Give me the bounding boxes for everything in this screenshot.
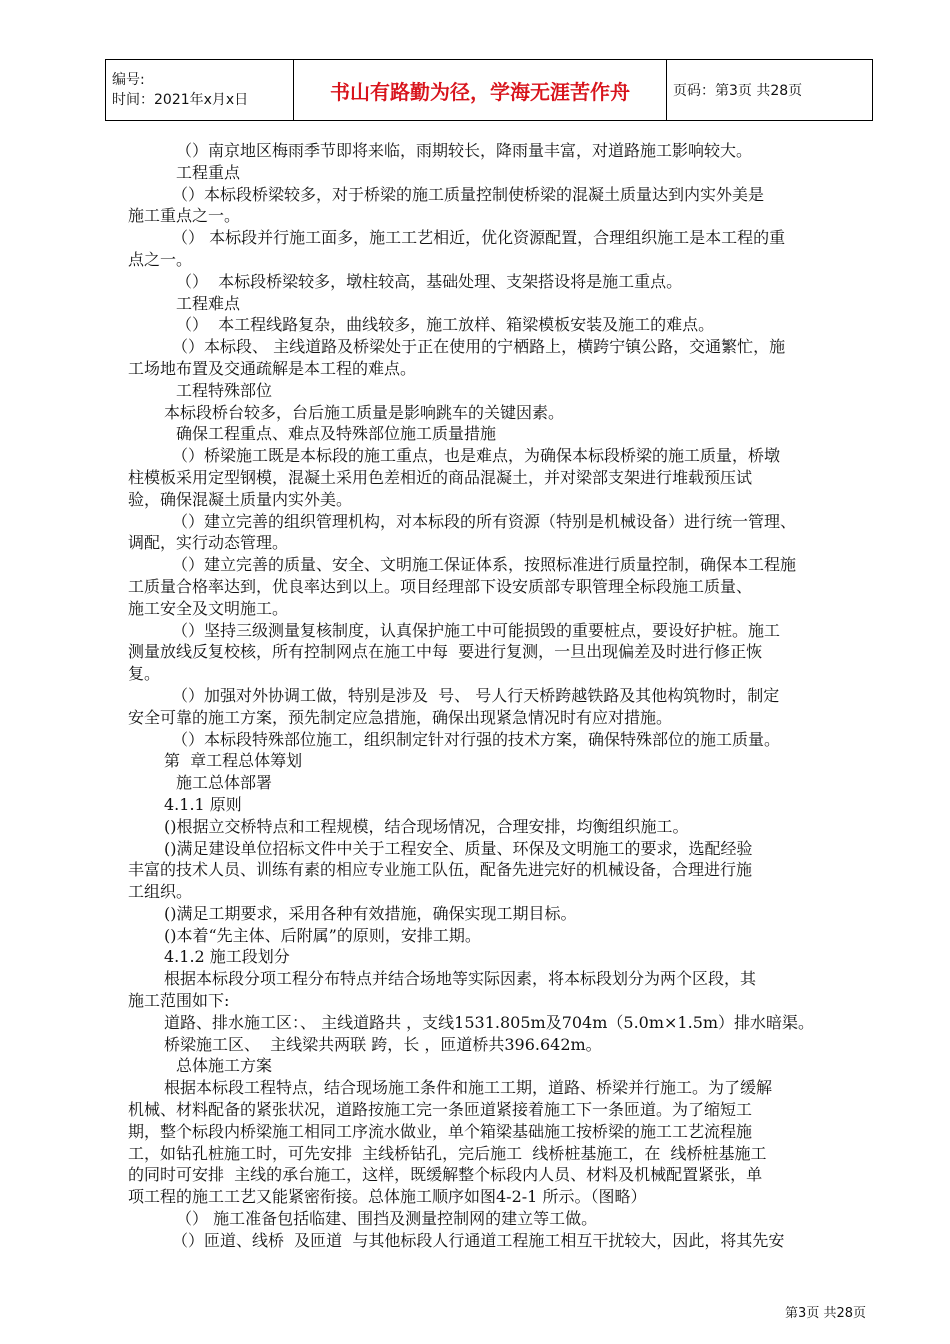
paragraph — [148, 816, 873, 838]
text-line: （）匝道、线桥 及匝道 与其他标段人行通道工程施工相互干扰较大，因此，将其先安 — [172, 1230, 785, 1250]
text-line: 的同时可安排 主线的承台施工，这样，既缓解整个标段内人员、材料及机械配置紧张，单 — [128, 1165, 763, 1185]
text-line: 机械、材料配备的紧张状况，道路按施工完一条匝道紧接着施工下一条匝道。为了缩短工 — [128, 1100, 753, 1120]
paragraph — [128, 1077, 873, 1208]
text-line: 施工总体部署 — [176, 773, 273, 793]
text-line: 丰富的技术人员、训练有素的相应专业施工队伍，配备先进完好的机械设备，合理进行施 — [128, 860, 753, 880]
paragraph — [148, 750, 873, 772]
paragraph — [148, 140, 873, 162]
paragraph — [148, 1055, 873, 1077]
text-line: 根据本标段工程特点，结合现场施工条件和施工工期，道路、桥梁并行施工。为了缓解 — [164, 1078, 773, 1098]
header-meta-cell — [106, 60, 294, 121]
text-line: （） 施工准备包括临建、围挡及测量控制网的建立等工做。 — [176, 1209, 598, 1229]
text-line: 项工程的施工工艺又能紧密衔接。总体施工顺序如图4-2-1 所示。（图略） — [128, 1187, 647, 1207]
text-line: 工质量合格率达到，优良率达到以上。项目经理部下设安质部专职管理全标段施工质量、 — [128, 576, 753, 596]
header-page-label: 页码：第3页 共28页 — [667, 60, 873, 121]
text-line: （）建立完善的组织管理机构，对本标段的所有资源（特别是机械设备）进行统一管理、 — [172, 511, 797, 531]
text-line: （）建立完善的质量、安全、文明施工保证体系，按照标准进行质量控制，确保本工程施 — [172, 555, 797, 575]
text-line: （）桥梁施工既是本标段的施工重点，也是难点，为确保本标段桥梁的施工质量，桥墩 — [172, 446, 781, 466]
text-line: 工场地布置及交通疏解是本工程的难点。 — [128, 358, 417, 378]
document-time-label: 时间：2021年x月x日 — [112, 92, 249, 108]
text-line: （）坚持三级测量复核制度，认真保护施工中可能损毁的重要桩点，要设好护桩。施工 — [172, 620, 781, 640]
page-header — [105, 59, 873, 121]
text-line: （） 本标段桥梁较多，墩柱较高，基础处理、支架搭设将是施工重点。 — [176, 271, 683, 291]
text-line: 施工范围如下: — [128, 991, 230, 1011]
header-motto: 书山有路勤为径，学海无涯苦作舟 — [294, 60, 667, 121]
paragraph — [128, 620, 873, 685]
text-line: 验，确保混凝土质量内实外美。 — [128, 489, 353, 509]
text-line: 点之一。 — [128, 249, 193, 269]
text-line: 调配，实行动态管理。 — [128, 533, 289, 553]
paragraph — [148, 293, 873, 315]
text-line: （）本标段桥梁较多，对于桥梁的施工质量控制使桥梁的混凝土质量达到内实外美是 — [172, 184, 765, 204]
paragraph — [128, 184, 873, 228]
paragraph — [128, 445, 873, 510]
text-line: 第 章工程总体筹划 — [164, 751, 303, 771]
text-line: 复。 — [128, 664, 161, 684]
paragraph — [148, 794, 873, 816]
text-line: 施工重点之一。 — [128, 206, 241, 226]
paragraph — [148, 729, 873, 751]
text-line: （）加强对外协调工做，特别是涉及 号、 号人行天桥跨越铁路及其他构筑物时，制定 — [172, 685, 780, 705]
paragraph — [148, 423, 873, 445]
text-line: 期，整个标段内桥梁施工相同工序流水做业，单个箱梁基础施工按桥梁的施工工艺流程施 — [128, 1121, 753, 1141]
text-line: 道路、排水施工区：、 主线道路共 ，支线1531.805m及704m（5.0m×1.5m）排水暗渠。 — [164, 1012, 815, 1032]
text-line: ()满足工期要求，采用各种有效措施，确保实现工期目标。 — [164, 903, 577, 923]
text-line: ()满足建设单位招标文件中关于工程安全、质量、环保及文明施工的要求，选配经验 — [164, 838, 753, 858]
paragraph — [128, 554, 873, 619]
paragraph — [148, 1012, 873, 1034]
text-line: 本标段桥台较多，台后施工质量是影响跳车的关键因素。 — [164, 402, 565, 422]
text-line: 工组织。 — [128, 882, 193, 902]
paragraph — [128, 336, 873, 380]
text-line: 确保工程重点、难点及特殊部位施工质量措施 — [176, 424, 497, 444]
paragraph — [128, 968, 873, 1012]
text-line: 根据本标段分项工程分布特点并结合场地等实际因素，将本标段划分为两个区段，其 — [164, 969, 757, 989]
text-line: （）本标段、 主线道路及桥梁处于正在使用的宁栖路上，横跨宁镇公路，交通繁忙，施 — [172, 337, 786, 357]
paragraph — [148, 271, 873, 293]
text-line: 测量放线反复校核，所有控制网点在施工中每 要进行复测，一旦出现偏差及时进行修正恢 — [128, 642, 763, 662]
paragraph — [148, 162, 873, 184]
paragraph — [128, 685, 873, 729]
text-line: ()本着“先主体、后附属”的原则，安排工期。 — [164, 925, 481, 945]
text-line: 4.1.1 原则 — [164, 794, 242, 814]
paragraph — [128, 227, 873, 271]
page-footer: 第3页 共28页 — [785, 1306, 866, 1321]
text-line: （）本标段特殊部位施工，组织制定针对行强的技术方案，确保特殊部位的施工质量。 — [172, 729, 781, 749]
document-number-label: 编号: — [112, 72, 145, 88]
text-line: 工程特殊部位 — [176, 380, 273, 400]
text-line: （） 本标段并行施工面多，施工工艺相近，优化资源配置，合理组织施工是本工程的重 — [172, 228, 786, 248]
document-body — [128, 140, 873, 1252]
text-line: ()根据立交桥特点和工程规模，结合现场情况，合理安排，均衡组织施工。 — [164, 816, 689, 836]
paragraph — [148, 314, 873, 336]
text-line: 安全可靠的施工方案，预先制定应急措施，确保出现紧急情况时有应对措施。 — [128, 707, 673, 727]
text-line: 工程难点 — [176, 293, 241, 313]
paragraph — [148, 925, 873, 947]
text-line: 桥梁施工区、 主线梁共两联 跨，长 ，匝道桥共396.642m。 — [164, 1034, 602, 1054]
paragraph — [148, 772, 873, 794]
text-line: 工，如钻孔桩施工时，可先安排 主线桥钻孔，完后施工 线桥桩基施工，在 线桥桩基施工 — [128, 1143, 767, 1163]
text-line: 工程重点 — [176, 162, 241, 182]
paragraph — [148, 380, 873, 402]
text-line: 柱模板采用定型钢模，混凝土采用色差相近的商品混凝土，并对梁部支架进行堆载预压试 — [128, 467, 753, 487]
text-line: （）南京地区梅雨季节即将来临，雨期较长，降雨量丰富，对道路施工影响较大。 — [176, 141, 753, 160]
paragraph — [148, 402, 873, 424]
paragraph — [128, 511, 873, 555]
paragraph — [148, 903, 873, 925]
paragraph — [148, 1034, 873, 1056]
paragraph — [148, 946, 873, 968]
paragraph — [128, 838, 873, 903]
paragraph — [148, 1208, 873, 1230]
text-line: （） 本工程线路复杂，曲线较多，施工放样、箱梁模板安装及施工的难点。 — [176, 315, 715, 335]
text-line: 总体施工方案 — [176, 1056, 273, 1076]
text-line: 施工安全及文明施工。 — [128, 598, 289, 618]
paragraph — [148, 1230, 873, 1252]
text-line: 4.1.2 施工段划分 — [164, 947, 290, 967]
